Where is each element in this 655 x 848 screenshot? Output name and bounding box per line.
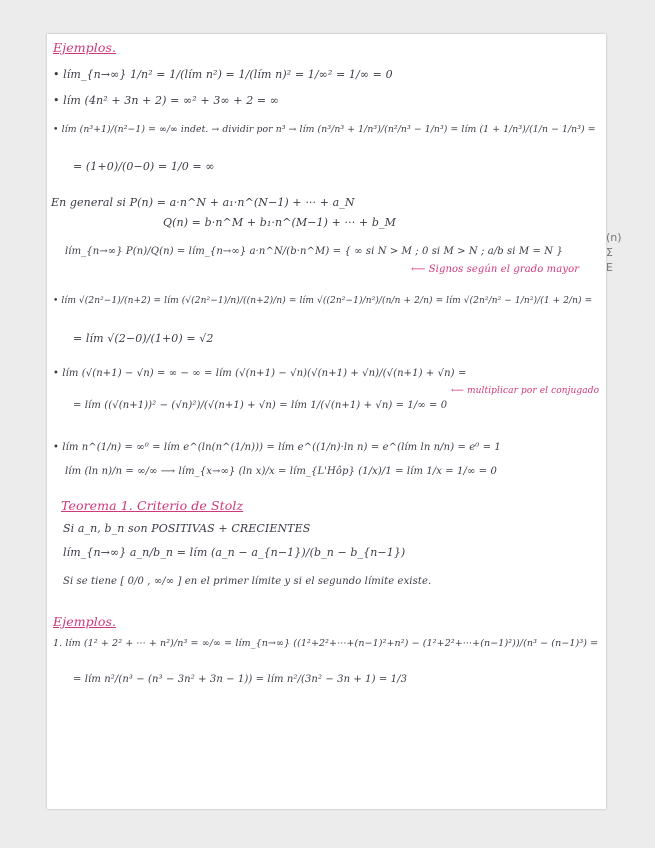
theorem-line-2: lím_{n→∞} a_n/b_n = lím (a_n − a_{n−1})/(b_n − b_{n−1}) — [63, 546, 406, 559]
stolz-example-line-1: 1. lím (1² + 2² + ··· + n²)/n³ = ∞/∞ = lím_{n→∞} ((1²+2²+···+(n−1)²+n²) − (1²+2²+···+(n−1)²))/(n³ − (n−1)³) = — [53, 638, 599, 649]
theorem-title: Teorema 1. Criterio de Stolz — [61, 498, 244, 513]
general-note: ⟵ Signos según el grado mayor — [411, 264, 580, 275]
theorem-line-3: Si se tiene [ 0/0 , ∞/∞ ] en el primer límite y si el segundo límite existe. — [63, 576, 432, 587]
sqrt-example-line-1: • lím √(2n²−1)/(n+2) = lím (√(2n²−1)/n)/((n+2)/n) = lím √((2n²−1)/n²)/(n/n + 2/n) = lím √(2n²/n² − 1/n²)/(1 + 2/n) = — [53, 296, 593, 306]
conjugate-note: ⟵ multiplicar por el conjugado — [451, 386, 600, 396]
page-edge-marks — [606, 230, 622, 275]
example-line-4: = (1+0)/(0−0) = 1/0 = ∞ — [73, 160, 215, 173]
example-line-3: • lím (n³+1)/(n²−1) = ∞/∞ indet. → dividir por n³ → lím (n³/n³ + 1/n³)/(n²/n³ − 1/n³) = lím (1 + 1/n³)/(1/n − 1/n³) = — [53, 124, 596, 135]
general-heading: En general si P(n) = a·n^N + a₁·n^(N−1) + ··· + a_N — [51, 196, 355, 209]
exp-example-line-2: lím (ln n)/n = ∞/∞ ⟶ lím_{x→∞} (ln x)/x = lím_{L'Hôp} (1/x)/1 = lím 1/x = 1/∞ = 0 — [65, 466, 497, 477]
section-title-examples: Ejemplos. — [53, 40, 117, 55]
conjugate-example-line-2: = lím ((√(n+1))² − (√n)²)/(√(n+1) + √n) = lím 1/(√(n+1) + √n) = 1/∞ = 0 — [73, 400, 448, 411]
example-line-1: • lím_{n→∞} 1/n² = 1/(lím n²) = 1/(lím n)² = 1/∞² = 1/∞ = 0 — [53, 68, 393, 81]
exp-example-line-1: • lím n^(1/n) = ∞⁰ = lím e^(ln(n^(1/n))) = lím e^((1/n)·ln n) = e^(lím ln n/n) = e⁰ = 1 — [53, 442, 501, 453]
conjugate-example-line-1: • lím (√(n+1) − √n) = ∞ − ∞ = lím (√(n+1) − √n)(√(n+1) + √n)/(√(n+1) + √n) = — [53, 368, 467, 379]
notebook-page — [47, 34, 606, 809]
edge-mark: Σ — [606, 246, 613, 259]
general-rule: lím_{n→∞} P(n)/Q(n) = lím_{n→∞} a·n^N/(b·n^M) = { ∞ si N > M ; 0 si M > N ; a/b si M = N } — [65, 246, 563, 257]
sqrt-example-line-2: = lím √(2−0)/(1+0) = √2 — [73, 332, 214, 345]
edge-mark: E — [606, 261, 613, 274]
edge-mark: (n) — [606, 231, 622, 244]
section-title-examples-2: Ejemplos. — [53, 614, 117, 629]
stolz-example-line-2: = lím n²/(n³ − (n³ − 3n² + 3n − 1)) = lím n²/(3n² − 3n + 1) = 1/3 — [73, 674, 408, 685]
example-line-2: • lím (4n² + 3n + 2) = ∞² + 3∞ + 2 = ∞ — [53, 94, 280, 107]
general-line-2: Q(n) = b·n^M + b₁·n^(M−1) + ··· + b_M — [163, 216, 396, 229]
theorem-line-1: Si a_n, b_n son POSITIVAS + CRECIENTES — [63, 522, 311, 535]
